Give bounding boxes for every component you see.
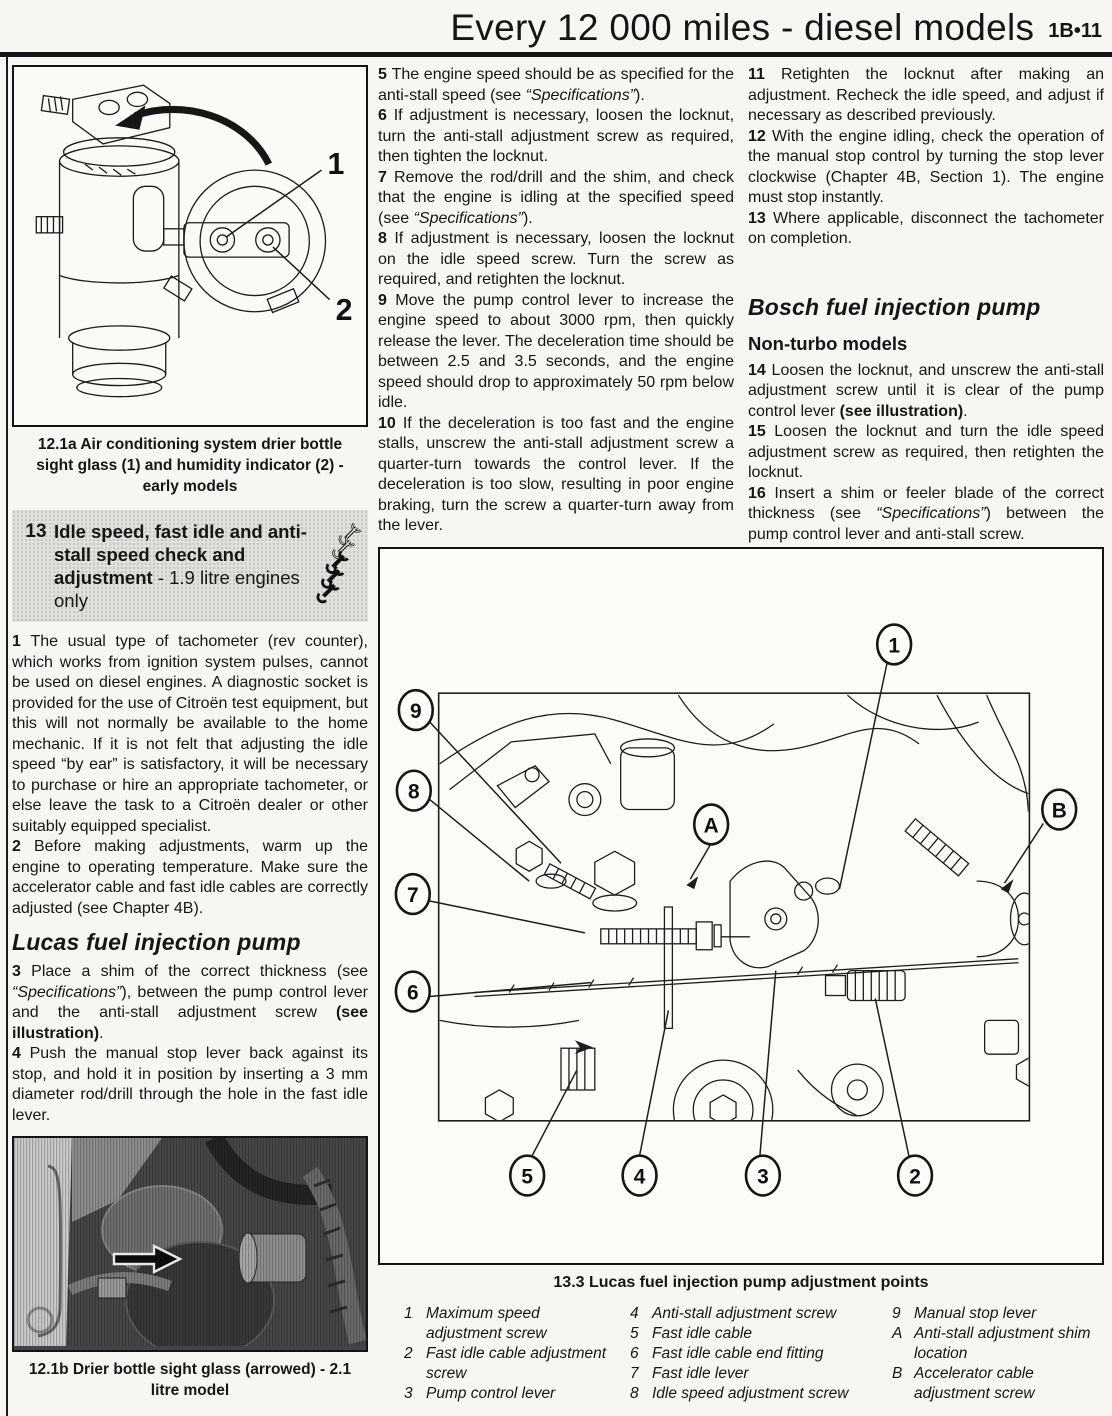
callout-8: 8 xyxy=(408,780,420,804)
legend-text: Fast idle cable adjustment screw xyxy=(426,1345,607,1382)
difficulty-rating xyxy=(316,520,364,612)
middle-column xyxy=(378,65,734,541)
legend-label: B xyxy=(892,1365,903,1382)
right-column xyxy=(748,65,1104,541)
section-heading-text: Idle speed, fast idle and anti-stall speed check and adjustment - 1.9 litre engines only xyxy=(54,521,307,611)
paragraph-6: 6 If adjustment is necessary, loosen the locknut, turn the anti-stall adjustment screw as required, then tighten the locknut. xyxy=(378,107,735,165)
page-edge-rule xyxy=(6,56,8,1416)
main-area xyxy=(378,65,1104,1416)
threaded-stub-top xyxy=(41,96,69,115)
callout-1: 1 xyxy=(888,634,900,658)
legend-text: Anti-stall adjustment shim location xyxy=(914,1325,1091,1362)
paragraph-3: 3 Place a shim of the correct thickness (see “Specifications”), between the pump control lever and the anti-stall adjustment screw (see illustration). xyxy=(12,963,369,1042)
spanner-icon xyxy=(333,537,354,558)
callout-B: B xyxy=(1051,799,1067,823)
legend-label: 8 xyxy=(630,1385,639,1402)
legend-label: 3 xyxy=(404,1385,413,1402)
spanner-icon xyxy=(318,581,339,602)
legend-text: Fast idle cable xyxy=(652,1325,752,1342)
spanner-icons xyxy=(316,522,364,610)
paragraph-2: 2 Before making adjustments, warm up the engine to operating temperature. Make sure the accelerator cable and fast idle cables are correctly adjusted (see Chapter 4B). xyxy=(12,838,368,917)
figure-13-3 xyxy=(378,547,1104,1265)
paragraph-7: 7 Remove the rod/drill and the shim, and check that the engine is idling at the specified speed (see “Specifications”). xyxy=(378,168,734,227)
legend-label: 6 xyxy=(630,1345,639,1362)
page-header xyxy=(0,0,1112,57)
legend-column-1 xyxy=(404,1304,616,1404)
legend-item xyxy=(404,1384,616,1404)
legend-item xyxy=(404,1304,616,1344)
callout-6: 6 xyxy=(407,981,419,1005)
legend-item xyxy=(892,1304,1104,1324)
page-number: 1B•11 xyxy=(1048,20,1102,42)
paragraph-9: 9 Move the pump control lever to increase the engine speed to about 3000 rpm, then quickly release the lever. The deceleration time should be between 2.5 and 3.5 seconds, and the engine speed should drop to approximately 50 rpm below idle. xyxy=(378,291,734,411)
legend-item xyxy=(630,1384,878,1404)
paragraph-8: 8 If adjustment is necessary, loosen the locknut on the idle speed screw. Turn the screw as required, and retighten the locknut. xyxy=(378,230,734,288)
legend-item xyxy=(404,1344,616,1384)
engine-bay-photo xyxy=(14,1138,366,1346)
paragraph-13: 13 Where applicable, disconnect the tachometer on completion. xyxy=(748,209,1104,247)
paragraph-12: 12 With the engine idling, check the operation of the manual stop control by turning the stop lever clockwise (Chapter 4B, Section 1). The engine must stop instantly. xyxy=(748,127,1104,206)
caption-13-3: 13.3 Lucas fuel injection pump adjustment points xyxy=(553,1274,929,1291)
legend-text: Anti-stall adjustment screw xyxy=(652,1305,837,1322)
diagram-legend xyxy=(378,1292,1104,1404)
paragraph-11: 11 Retighten the locknut after making an adjustment. Recheck the idle speed, and adjust if necessary as described previously. xyxy=(748,66,1105,124)
threaded-stub-side xyxy=(36,217,62,233)
callout-A: A xyxy=(703,814,719,838)
caption-12-1b: 12.1b Drier bottle sight glass (arrowed) - 2.1 litre model xyxy=(28,1361,352,1399)
paragraph-4: 4 Push the manual stop lever back against its stop, and hold it in position by inserting a 3 mm diameter rod/drill through the hole in the fast idle lever. xyxy=(12,1045,369,1124)
legend-column-3 xyxy=(892,1304,1104,1404)
legend-item xyxy=(630,1344,878,1364)
legend-label: 1 xyxy=(404,1305,413,1322)
paragraph-15: 15 Loosen the locknut and turn the idle speed adjustment screw as required, then retighten the locknut. xyxy=(748,423,1104,481)
legend-label: 9 xyxy=(892,1305,901,1322)
legend-text: Pump control lever xyxy=(426,1385,556,1402)
lucas-heading: Lucas fuel injection pump xyxy=(12,929,301,955)
callout-leaders xyxy=(430,662,1044,1156)
figure-callout-1: 1 xyxy=(327,148,345,182)
callout-5: 5 xyxy=(521,1165,533,1189)
legend-text: Idle speed adjustment screw xyxy=(652,1385,849,1402)
legend-item xyxy=(892,1364,1104,1404)
callout-9: 9 xyxy=(409,700,422,724)
bosch-heading: Bosch fuel injection pump xyxy=(748,293,1041,320)
engine-line-art xyxy=(440,695,1041,1159)
figure-callout-2: 2 xyxy=(335,293,353,327)
legend-label: 7 xyxy=(630,1365,639,1382)
section-number: 13 xyxy=(25,521,47,542)
legend-column-2 xyxy=(630,1304,878,1404)
page-title: Every 12 000 miles - diesel models xyxy=(450,7,1035,48)
callout-4: 4 xyxy=(633,1165,646,1189)
photo-12-1b xyxy=(12,1136,368,1352)
page-content xyxy=(0,57,1112,1416)
legend-item xyxy=(630,1364,878,1384)
paragraph-10: 10 If the deceleration is too fast and the engine stalls, unscrew the anti-stall adjustment screw a quarter-turn towards the control lever. If the deceleration is too slow, resulting in poor engine braking, turn the screw a quarter-turn away from the lever. xyxy=(378,414,735,534)
legend-item xyxy=(630,1324,878,1344)
paragraph-16: 16 Insert a shim or feeler blade of the correct thickness (see “Specifications”) between the pump control lever and anti-stall screw. xyxy=(748,484,1104,543)
legend-text: Fast idle cable end fitting xyxy=(652,1345,824,1362)
callout-3: 3 xyxy=(757,1165,769,1189)
caption-12-1a: 12.1a Air conditioning system drier bottle sight glass (1) and humidity indicator (2) - early models xyxy=(36,436,344,495)
legend-text: Fast idle lever xyxy=(652,1365,749,1382)
legend-label: A xyxy=(892,1325,903,1342)
paragraph-5: 5 The engine speed should be as specified for the anti-stall speed (see “Specifications”). xyxy=(378,66,734,104)
legend-text: Accelerator cable adjustment screw xyxy=(914,1365,1035,1402)
callout-2: 2 xyxy=(909,1165,921,1189)
section-13-heading-box xyxy=(12,510,368,622)
left-column xyxy=(12,65,368,1416)
drier-bottle-illustration xyxy=(14,67,366,425)
upper-text-columns xyxy=(378,65,1104,541)
non-turbo-subheading: Non-turbo models xyxy=(748,332,908,354)
pump-diagram xyxy=(380,549,1102,1263)
paragraph-1: 1 The usual type of tachometer (rev counter), which works from ignition system pulses, cannot be used on diesel engines. A diagnostic socket is provided for the use of Citroën test equipment, but this will not normally be available to the home mechanic. If it is not felt that adjusting the idle speed “by ear” is satisfactory, it will be necessary to purchase or hire an appropriate tachometer, or else leave the task to a Citroën dealer or other suitably equipped specialist. xyxy=(12,633,369,835)
callout-7: 7 xyxy=(407,884,419,908)
legend-label: 2 xyxy=(404,1345,413,1362)
figure-12-1a xyxy=(12,65,368,427)
legend-item xyxy=(630,1304,878,1324)
legend-text: Manual stop lever xyxy=(914,1305,1037,1322)
legend-label: 4 xyxy=(630,1305,639,1322)
spanner-icon xyxy=(340,523,361,544)
legend-item xyxy=(892,1324,1104,1364)
legend-text: Maximum speed adjustment screw xyxy=(426,1305,547,1342)
legend-label: 5 xyxy=(630,1325,639,1342)
paragraph-14: 14 Loosen the locknut, and unscrew the anti-stall adjustment screw until it is clear of the pump control lever (see illustration). xyxy=(748,361,1104,420)
